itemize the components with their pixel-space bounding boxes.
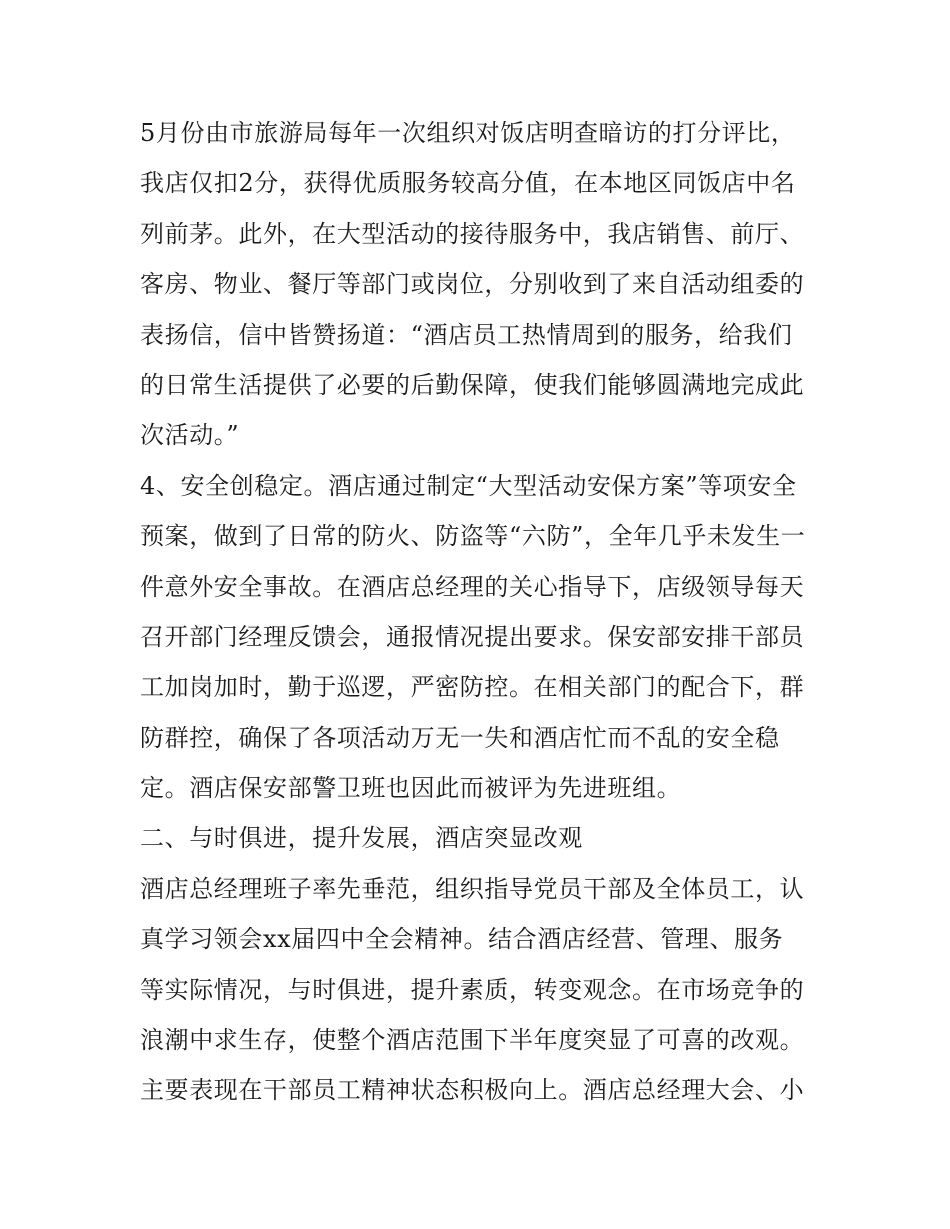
- text-line: 我店仅扣2分，获得优质服务较高分值，在本地区同饭店中名: [140, 169, 796, 198]
- text-line: 浪潮中求生存，使整个酒店范围下半年度突显了可喜的改观。: [140, 1026, 805, 1055]
- text-line: 等实际情况，与时俱进，提升素质，转变观念。在市场竞争的: [140, 975, 805, 1004]
- text-line: 表扬信，信中皆赞扬道：“酒店员工热情周到的服务，给我们: [140, 320, 793, 349]
- text-line: 酒店总经理班子率先垂范，组织指导党员干部及全体员工，认: [140, 874, 805, 903]
- text-line: 召开部门经理反馈会，通报情况提出要求。保安部安排干部员: [140, 622, 805, 651]
- text-line: 客房、物业、餐厅等部门或岗位，分别收到了来自活动组委的: [140, 270, 805, 299]
- section-heading: 二、与时俱进，提升发展，酒店突显改观: [140, 824, 583, 853]
- text-line: 件意外安全事故。在酒店总经理的关心指导下，店级领导每天: [140, 572, 805, 601]
- section-item-4-line: 4、安全创稳定。酒店通过制定“大型活动安保方案”等项安全: [140, 471, 797, 500]
- text-line: 主要表现在干部员工精神状态积极向上。酒店总经理大会、小: [140, 1076, 805, 1105]
- text-line: 次活动。”: [140, 421, 240, 450]
- text-line: 预案，做到了日常的防火、防盗等“六防”，全年几乎未发生一: [140, 522, 806, 551]
- text-line: 防群控，确保了各项活动万无一失和酒店忙而不乱的安全稳: [140, 723, 780, 752]
- text-line: 定。酒店保安部警卫班也因此而被评为先进班组。: [140, 774, 682, 803]
- text-line: 列前茅。此外，在大型活动的接待服务中，我店销售、前厅、: [140, 219, 805, 248]
- text-line: 的日常生活提供了必要的后勤保障，使我们能够圆满地完成此: [140, 370, 805, 399]
- body-text: [140, 108, 815, 1116]
- text-line: 5月份由市旅游局每年一次组织对饭店明查暗访的打分评比，: [140, 119, 796, 147]
- text-line: 工加岗加时，勤于巡逻，严密防控。在相关部门的配合下，群: [140, 673, 805, 702]
- text-line: 真学习领会xx届四中全会精神。结合酒店经营、管理、服务: [140, 925, 784, 954]
